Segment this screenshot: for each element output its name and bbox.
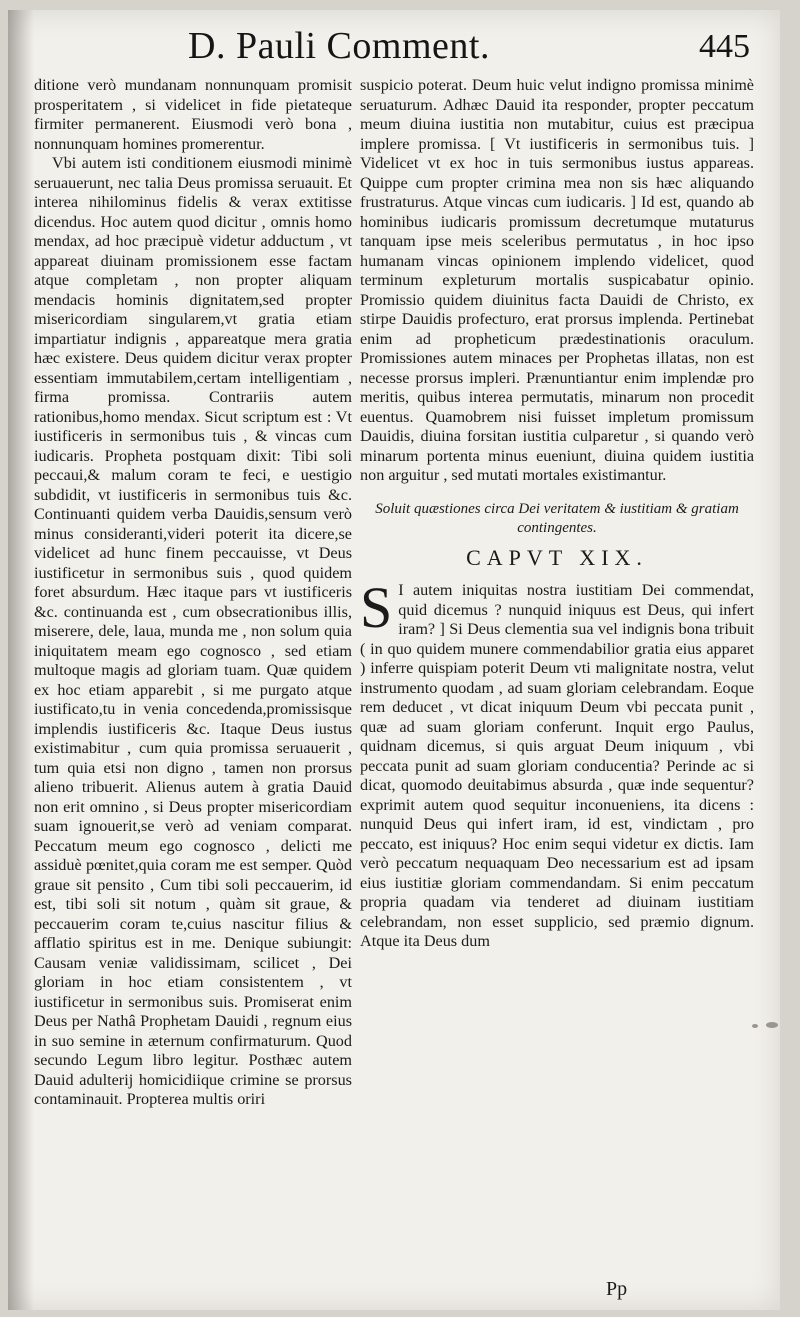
right-column (360, 76, 754, 952)
signature-mark: Pp (606, 1278, 628, 1300)
ink-spot-small (752, 1024, 758, 1028)
drop-cap: S (360, 575, 393, 640)
running-title: D. Pauli Comment. (188, 25, 490, 67)
ink-spot (766, 1022, 778, 1028)
page-number: 445 (699, 28, 750, 65)
left-column (34, 76, 352, 1110)
left-paragraph-1: ditione verò mundanam nonnunquam promisit prosperitatem , si videlicet in fide pietateque firmiter permanerent. Eiusmodi verò bona , nonnunquam homines promerentur. (34, 76, 352, 153)
left-paragraph-2: Vbi autem isti conditionem eiusmodi minimè seruauerunt, nec talia Deus promissa seruauit. Et interea nihilominus fidelis & verax extitisse dicendus. Hoc autem quod dicitur , omnis homo mendax, ad hoc præcipuè videtur adductum , vt appareat diuinam promissionem esse factam atque completam , non propter aliquam mendacis hominis dignitatem,sed propter misericordiam singularem,vt gratia etiam impartiatur indignis , appareatque mera gratia hæc existere. Deus quidem dicitur verax propter essentiam immutabilem,certam intelligentiam , firma promissa. Contrariis autem rationibus,homo mendax. Sicut scriptum est : Vt iustificeris in sermonibus tuis , & vincas cum iudicaris. Propheta postquam dixit: Tibi soli peccaui,& malum coram te feci, e uestigio subdidit, vt iustificeris in sermonibus tuis &c. Continuanti quidem verba Dauidis,sensum verò minus consideranti,videri poterit ita dicere,se videlicet ad hunc finem peccauisse, vt Deus iustificetur in sermonibus suis , quod quidem foret absurdum. Hæc itaque pars vt iustificeris &c. continuanda est , cum obsecrationibus illis, miserere, dele, laua, munda me , non solum quia iniquitatem meam ego cognosco , sed etiam multoque magis ad gloriam tuam. Quæ quidem ex hoc etiam apparebit , si me purgato atque iustificato,tu in venia concedenda,promissisque implendis iustificeris &c. Itaque Deus iustus existimabitur , cum quia promissa seruauerit , tum quia etsi non digno , tamen non prorsus alieno tribuerit. Alienus autem à gratia Dauid non erit omnino , si Deus propter misericordiam suam ignouerit,se verò ad veniam comparat. Peccatum meum ego cognosco , delicti me assiduè pœnitet,quia coram me est semper. Quòd graue sit pensito , Cum tibi soli peccauerim, id est, tibi soli sit notum , quàm sit graue, & peccauerim coram te,cuius nascitur filius & afflatio spiritus est in me. Denique subiungit: Causam veniæ validissimam, scilicet , Dei gloriam in hoc etiam consistentem , vt iustificetur in sermonibus suis. Promiserat enim Deus per Nathâ Prophetam Dauidi , regnum eius in suo semine in æternum confirmaturum. Quod secundo Legum libro legitur. Posthæc autem Dauid adulterij homicidiique crimine se prorsus contaminauit. Propterea multis oriri (34, 154, 352, 1108)
right-paragraph-1: suspicio poterat. Deum huic velut indigno promissa minimè seruaturum. Adhæc Dauid ita responder, propter peccatum meum diuina iustitia non mutabitur, cuius est præcipua implere promissa. [ Vt iustificeris in sermonibus tuis. ] Videlicet vt ex hoc in tuis sermonibus iustus appareas. Quippe cum propter crimina mea non sis hæc aliquando frustraturus. Atque vincas cum iudicaris. ] Id est, quando ab hominibus iudicaris promissum decretumque mutaturus tanquam ipse meis sceleribus permutatus , in hoc ipso humanam vincas opinionem implendo videlicet, quod terminum expleturum mortalis suspicabatur opinio. Promissio quidem diuinitus facta Dauidi de Christo, ex stirpe Dauidis profecturo, erat prorsus implenda. Pertinebat enim ad propheticum prædestinationis oraculum. Promissiones autem minaces per Prophetas illatas, non est necesse prorsus impleri. Prænuntiantur enim implendæ pro meritis, quibus interea permutatis, minarum non procedit euentus. Quamobrem nisi fuisset impletum promissum Dauidis, diuina forsitan iustitia culparetur , si quando verò minarum portenta minus eueniunt, diuina quidem iustitia non arguitur , sed mutati mortales existimantur. (360, 76, 754, 484)
right-paragraph-2-text: I autem iniquitas nostra iustitiam Dei commendat, quid dicemus ? nunquid iniquus est Deus, qui infert iram? ] Si Deus clementia sua vel indignis bona tribuit ( in quo quidem munere commendabilior gratia eius apparet ) inferre quispiam poterit Deum vti malignitate nostra, velut instrumento quodam , ad suam gloriam celebrandam. Eoque rem deducet , vt dicat iniquum Deum vbi peccata punit , quæ ad suam gloriam conferunt. Inquit ergo Paulus, quidnam dicemus, si quis arguat Deum iniquum , vbi peccata punit ad suam gloriam conducentia? Perinde ac si dicat, quomodo deuitabimus absurda , quæ inde sequentur? exprimit autem quod sequitur inconueniens, ita dicens : nunquid Deus qui infert iram, id est, vindictam , pro peccato, est iniquus? Hoc enim sequi videtur ex dictis. Iam verò peccatum nequaquam Deo necessarium est ad ipsam eius iustitiæ gloriam commendandam. Si enim peccatum propria quadam via tenderet ad diuinam iustitiam celebrandam, non esset supplicio, sed præmio dignum. Atque ita Deus dum (360, 581, 754, 950)
right-paragraph-2 (360, 575, 754, 952)
book-page (8, 10, 780, 1310)
page-spine-shadow (8, 10, 34, 1310)
chapter-heading: CAPVT XIX. (466, 544, 648, 570)
running-head (188, 24, 768, 74)
chapter-summary: Soluit quæstiones circa Dei veritatem & iustitiam & gratiam contingentes. (375, 500, 739, 536)
